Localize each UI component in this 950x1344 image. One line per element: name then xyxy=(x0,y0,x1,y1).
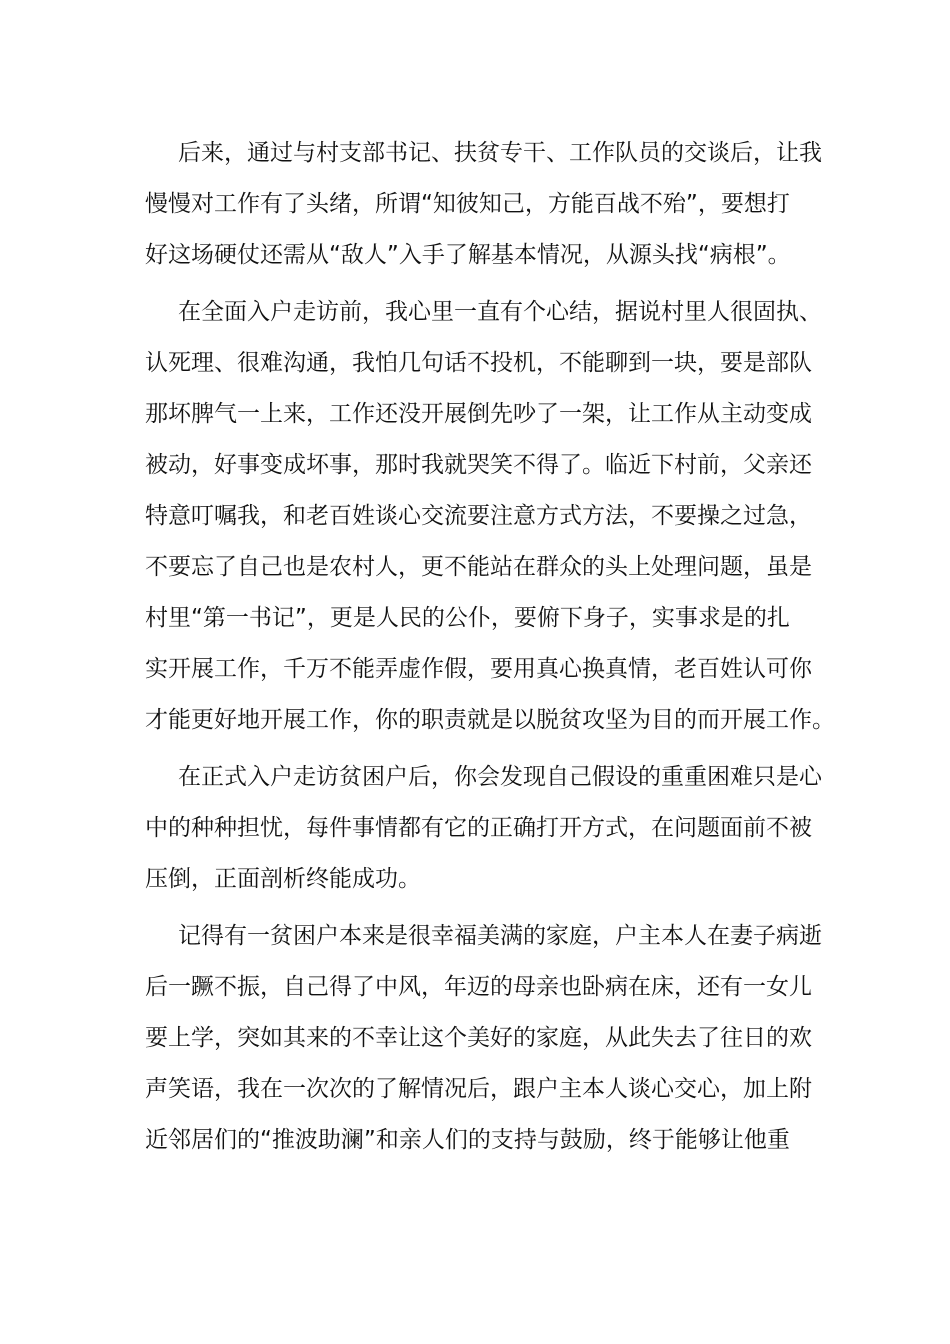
text-line: 村里“第一书记”，更是人民的公仆，要俯下身子，实事求是的扎 xyxy=(145,605,790,631)
paragraph-1 xyxy=(145,128,822,281)
paragraph-3 xyxy=(145,752,822,905)
text-line: 在正式入户走访贫困户后，你会发现自己假设的重重困难只是心 xyxy=(178,764,822,790)
text-line: 才能更好地开展工作，你的职责就是以脱贫攻坚为目的而开展工作。 xyxy=(145,707,835,733)
text-line: 好这场硬仗还需从“敌人”入手了解基本情况，从源头找“病根”。 xyxy=(145,242,791,268)
paragraph-4 xyxy=(145,911,822,1166)
text-line: 中的种种担忧，每件事情都有它的正确打开方式，在问题面前不被 xyxy=(145,815,812,841)
text-line: 近邻居们的“推波助澜”和亲人们的支持与鼓励，终于能够让他重 xyxy=(145,1127,790,1153)
text-line: 在全面入户走访前，我心里一直有个心结，据说村里人很固执、 xyxy=(178,299,822,325)
text-line: 声笑语，我在一次次的了解情况后，跟户主本人谈心交心，加上附 xyxy=(145,1076,812,1102)
text-line: 被动，好事变成坏事，那时我就哭笑不得了。临近下村前，父亲还 xyxy=(145,452,812,478)
text-line: 那坏脾气一上来，工作还没开展倒先吵了一架，让工作从主动变成 xyxy=(145,401,812,427)
text-line: 后来，通过与村支部书记、扶贫专干、工作队员的交谈后，让我 xyxy=(178,140,822,166)
text-line: 特意叮嘱我，和老百姓谈心交流要注意方式方法，不要操之过急， xyxy=(145,503,812,529)
text-line: 不要忘了自己也是农村人，更不能站在群众的头上处理问题，虽是 xyxy=(145,554,812,580)
text-line: 后一蹶不振，自己得了中风，年迈的母亲也卧病在床，还有一女儿 xyxy=(145,974,812,1000)
paragraph-2 xyxy=(145,287,835,746)
text-line: 认死理、很难沟通，我怕几句话不投机，不能聊到一块，要是部队 xyxy=(145,350,812,376)
text-line: 实开展工作，千万不能弄虚作假，要用真心换真情，老百姓认可你 xyxy=(145,656,812,682)
text-line: 记得有一贫困户本来是很幸福美满的家庭，户主本人在妻子病逝 xyxy=(178,923,822,949)
text-line: 慢慢对工作有了头绪，所谓“知彼知己，方能百战不殆”，要想打 xyxy=(145,191,790,217)
text-line: 要上学，突如其来的不幸让这个美好的家庭，从此失去了往日的欢 xyxy=(145,1025,812,1051)
text-line: 压倒，正面剖析终能成功。 xyxy=(145,866,421,892)
document-body xyxy=(145,128,835,1172)
